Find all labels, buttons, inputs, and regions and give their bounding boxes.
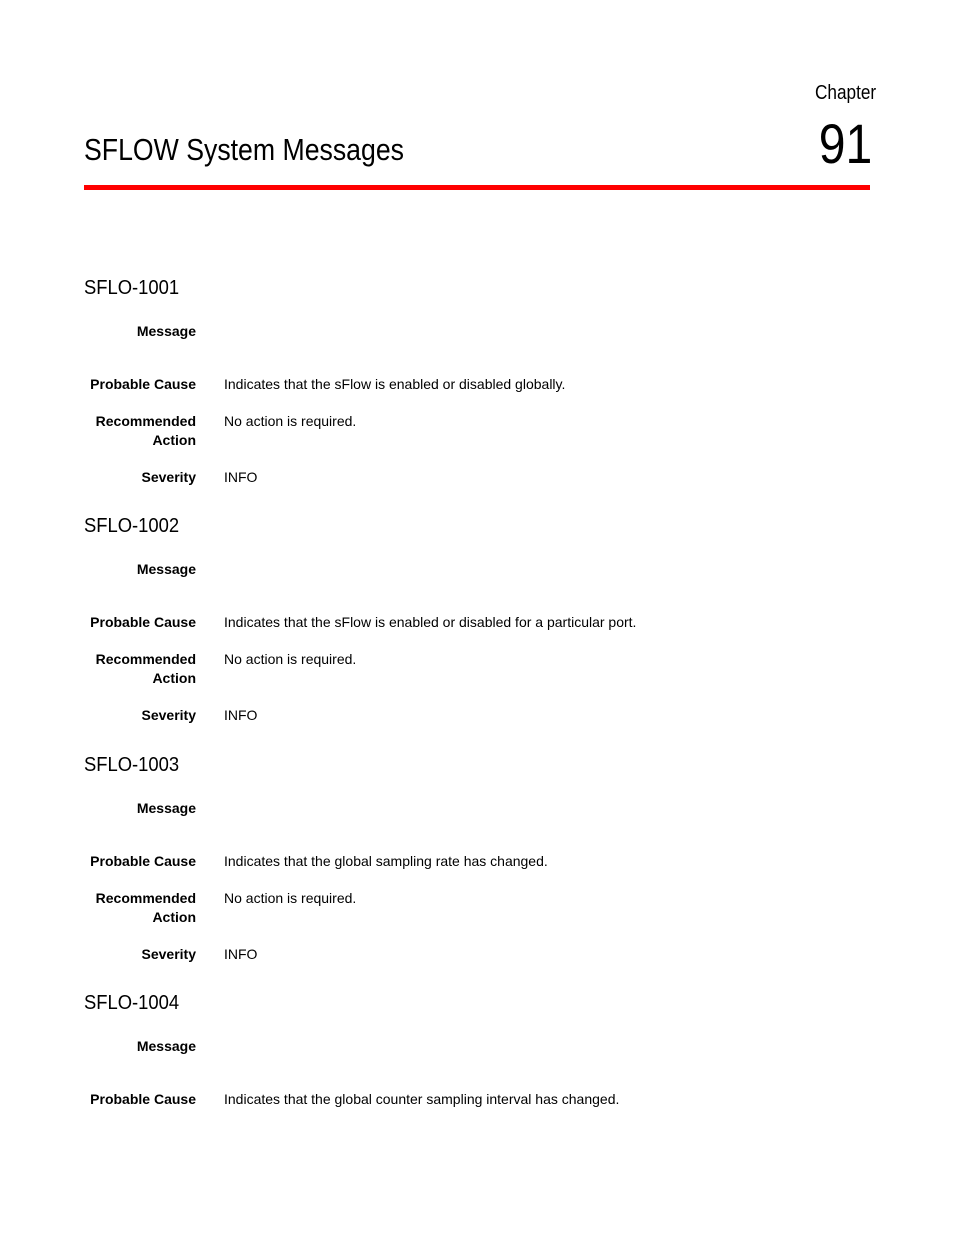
probable-cause-label: Probable Cause — [90, 1091, 196, 1107]
severity-value: INFO — [224, 707, 258, 723]
recommended-action-label — [84, 412, 196, 450]
recommended-action-label-line2: Action — [152, 670, 196, 686]
message-section-sflo-1004 — [84, 991, 884, 1107]
message-label: Message — [136, 561, 196, 577]
title-rule — [84, 185, 870, 190]
message-section-sflo-1001 — [84, 276, 884, 485]
severity-value: INFO — [224, 946, 258, 962]
section-title: SFLO-1002 — [84, 515, 180, 537]
message-label: Message — [136, 1038, 196, 1054]
section-title: SFLO-1001 — [84, 277, 180, 299]
recommended-action-label-line1: Recommended — [95, 413, 196, 429]
probable-cause-label: Probable Cause — [90, 614, 196, 630]
message-label: Message — [136, 323, 196, 339]
probable-cause-label: Probable Cause — [90, 376, 196, 392]
probable-cause-value: Indicates that the sFlow is enabled or disabled for a particular port. — [224, 614, 637, 630]
recommended-action-label-line1: Recommended — [95, 890, 196, 906]
severity-label: Severity — [141, 946, 196, 962]
probable-cause-value: Indicates that the global counter sampling interval has changed. — [224, 1091, 620, 1107]
severity-value: INFO — [224, 469, 258, 485]
probable-cause-value: Indicates that the sFlow is enabled or disabled globally. — [224, 376, 566, 392]
recommended-action-value: No action is required. — [224, 651, 357, 667]
severity-label: Severity — [141, 469, 196, 485]
message-section-sflo-1003 — [84, 753, 884, 962]
recommended-action-value: No action is required. — [224, 890, 357, 906]
recommended-action-label-line2: Action — [152, 909, 196, 925]
recommended-action-label-line2: Action — [152, 432, 196, 448]
chapter-label: Chapter — [814, 82, 876, 104]
probable-cause-label: Probable Cause — [90, 853, 196, 869]
recommended-action-label-line1: Recommended — [95, 651, 196, 667]
recommended-action-value: No action is required. — [224, 413, 357, 429]
chapter-number: 91 — [818, 112, 872, 175]
recommended-action-label — [84, 889, 196, 927]
severity-label: Severity — [141, 707, 196, 723]
recommended-action-label — [84, 650, 196, 688]
message-section-sflo-1002 — [84, 514, 884, 723]
probable-cause-value: Indicates that the global sampling rate has changed. — [224, 853, 548, 869]
section-title: SFLO-1004 — [84, 992, 180, 1014]
page-title: SFLOW System Messages — [84, 132, 405, 167]
message-label: Message — [136, 800, 196, 816]
section-title: SFLO-1003 — [84, 754, 180, 776]
